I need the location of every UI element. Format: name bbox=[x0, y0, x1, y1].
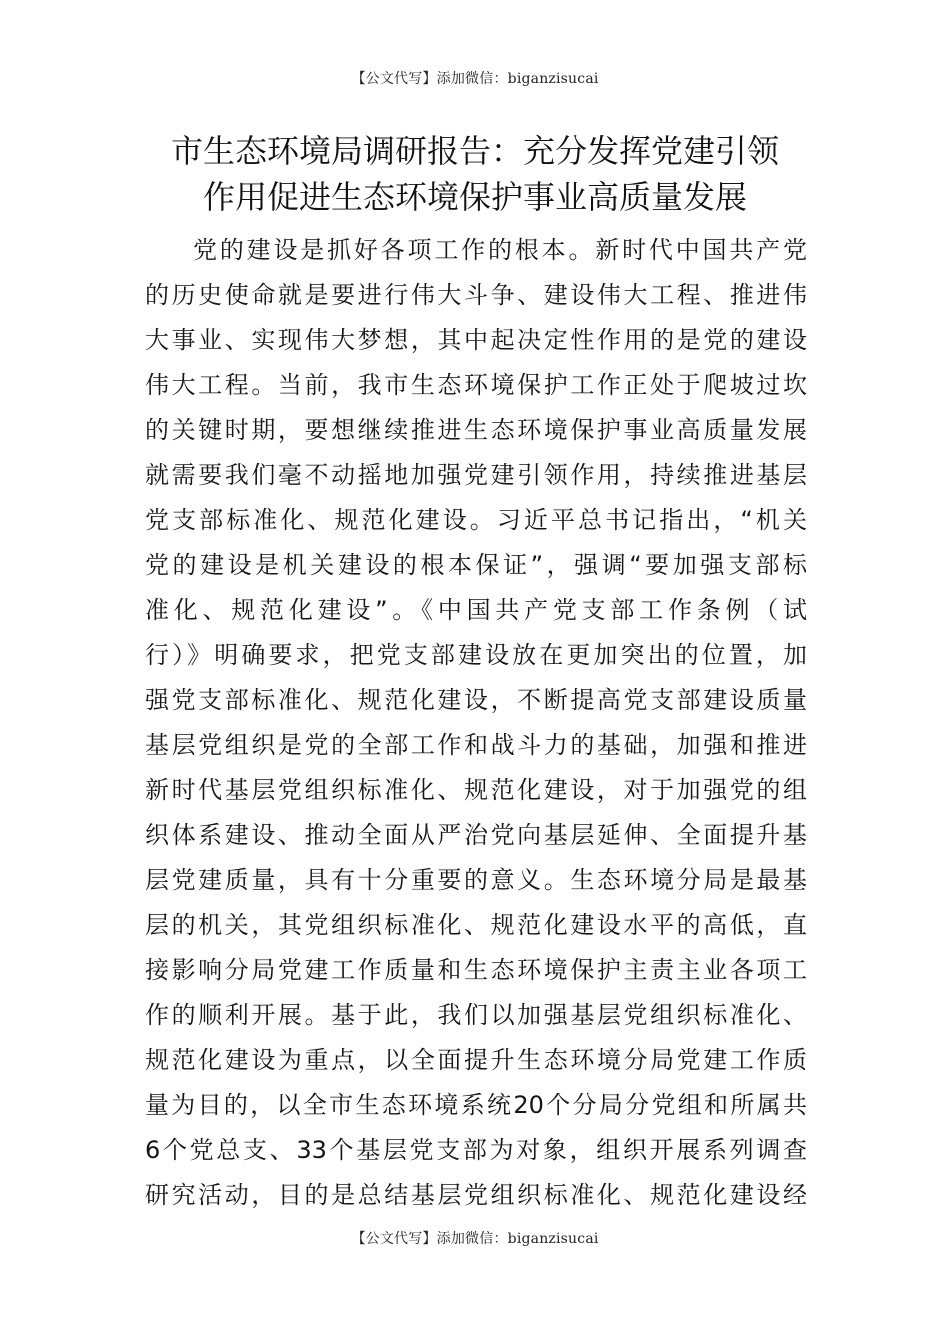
header-note: 【公文代写】添加微信：biganzisucai bbox=[351, 71, 599, 87]
body-line: 层的机关，其党组织标准化、规范化建设水平的高低，直 bbox=[145, 911, 807, 939]
body-line: 研究活动，目的是总结基层党组织标准化、规范化建设经 bbox=[145, 1181, 807, 1209]
body-line: 织体系建设、推动全面从严治党向基层延伸、全面提升基 bbox=[145, 821, 807, 849]
title-line-2: 作用促进生态环境保护事业高质量发展 bbox=[202, 178, 747, 216]
body-line: 党支部标准化、规范化建设。习近平总书记指出，“机关 bbox=[145, 506, 807, 534]
body-line: 的历史使命就是要进行伟大斗争、建设伟大工程、推进伟 bbox=[145, 281, 807, 309]
body-line: 新时代基层党组织标准化、规范化建设，对于加强党的组 bbox=[145, 776, 807, 804]
body-line: 6个党总支、33个基层党支部为对象，组织开展系列调查 bbox=[145, 1136, 807, 1164]
body-line: 基层党组织是党的全部工作和战斗力的基础，加强和推进 bbox=[145, 731, 807, 759]
body-line: 的关键时期，要想继续推进生态环境保护事业高质量发展 bbox=[145, 416, 807, 444]
body-line: 就需要我们毫不动摇地加强党建引领作用，持续推进基层 bbox=[145, 461, 807, 489]
body-line: 作的顺利开展。基于此，我们以加强基层党组织标准化、 bbox=[145, 1001, 807, 1029]
body-line: 规范化建设为重点，以全面提升生态环境分局党建工作质 bbox=[145, 1046, 807, 1074]
body-line: 准化、规范化建设”。《中国共产党支部工作条例（试 bbox=[145, 596, 807, 624]
footer-note: 【公文代写】添加微信：biganzisucai bbox=[351, 1231, 599, 1247]
body-line: 伟大工程。当前，我市生态环境保护工作正处于爬坡过坎 bbox=[145, 371, 807, 399]
body-line: 行）》明确要求，把党支部建设放在更加突出的位置，加 bbox=[145, 641, 807, 669]
body-line: 党的建设是抓好各项工作的根本。新时代中国共产党 bbox=[193, 236, 807, 264]
title-line-1: 市生态环境局调研报告：充分发挥党建引领 bbox=[170, 132, 779, 170]
body-line: 层党建质量，具有十分重要的意义。生态环境分局是最基 bbox=[145, 866, 807, 894]
body-paragraph bbox=[145, 228, 807, 1218]
body-line: 大事业、实现伟大梦想，其中起决定性作用的是党的建设 bbox=[145, 326, 807, 354]
body-line: 党的建设是机关建设的根本保证”，强调“要加强支部标 bbox=[145, 551, 807, 579]
body-line: 强党支部标准化、规范化建设，不断提高党支部建设质量 bbox=[145, 686, 807, 714]
body-line: 接影响分局党建工作质量和生态环境保护主责主业各项工 bbox=[145, 956, 807, 984]
body-line: 量为目的，以全市生态环境系统20个分局分党组和所属共 bbox=[145, 1091, 807, 1119]
document-title bbox=[0, 128, 950, 220]
